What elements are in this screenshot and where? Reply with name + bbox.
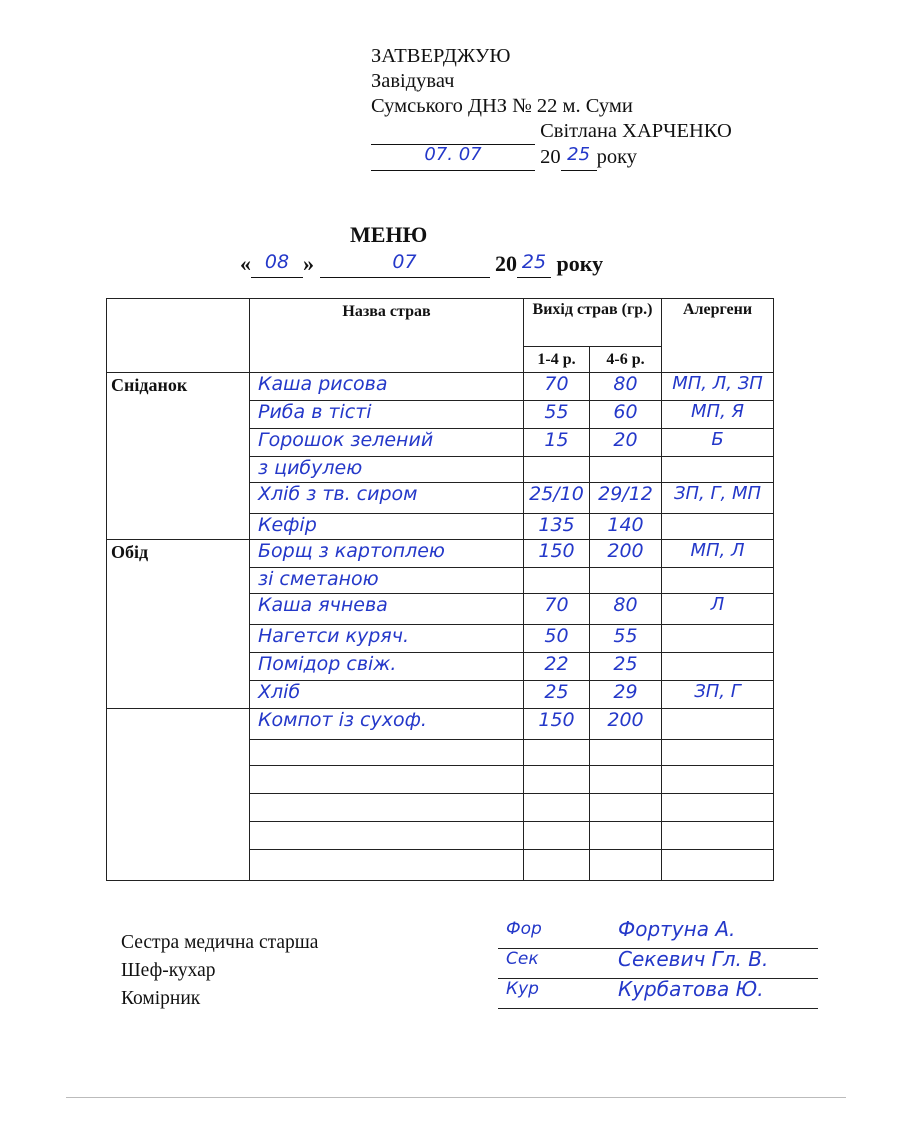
- dish-name: [250, 540, 524, 568]
- portion-4-6: [590, 401, 662, 429]
- portion-1-4: [524, 457, 590, 483]
- portion-1-4: [524, 794, 590, 822]
- dish-name: [250, 625, 524, 653]
- dish-name: [250, 709, 524, 740]
- meal-name: Обід: [107, 540, 250, 709]
- allergens-cell: [662, 483, 774, 514]
- portion-1-4: [524, 709, 590, 740]
- dish-name: [250, 401, 524, 429]
- allergens-cell: [662, 850, 774, 881]
- allergens-cell: [662, 794, 774, 822]
- portion-1-4-value: 55: [544, 401, 569, 423]
- portion-1-4: [524, 681, 590, 709]
- table-row: [107, 373, 774, 401]
- page-edge-line: [66, 1097, 846, 1098]
- portion-1-4: [524, 514, 590, 540]
- portion-1-4: [524, 429, 590, 457]
- allergens-cell: [662, 373, 774, 401]
- approval-position: Завідувач: [371, 70, 455, 92]
- allergens-cell-value: МП, Я: [691, 401, 745, 422]
- portion-1-4-value: 70: [544, 594, 569, 616]
- header-output: Вихід страв (гр.): [524, 299, 662, 347]
- approval-signature-line: [371, 119, 732, 145]
- allergens-cell: [662, 625, 774, 653]
- portion-4-6: [590, 681, 662, 709]
- allergens-cell-value: Б: [711, 429, 724, 450]
- approval-date: 07. 07: [424, 144, 482, 165]
- portion-4-6-value: 29/12: [598, 483, 653, 505]
- allergens-cell-value: МП, Л: [690, 540, 745, 561]
- signature-mark: Сек: [506, 949, 539, 969]
- dish-name-value: Нагетси куряч.: [258, 625, 409, 647]
- dish-name-value: Хліб з тв. сиром: [258, 483, 418, 505]
- portion-4-6: [590, 794, 662, 822]
- header-allergens: Алергени: [662, 299, 774, 373]
- portion-4-6: [590, 594, 662, 625]
- approval-block: [371, 44, 732, 171]
- menu-title: МЕНЮ: [350, 222, 428, 247]
- meal-name: Сніданок: [107, 373, 250, 540]
- director-name: Світлана ХАРЧЕНКО: [540, 120, 732, 142]
- portion-4-6-value: 60: [613, 401, 638, 423]
- portion-4-6-value: 200: [607, 709, 644, 731]
- portion-1-4: [524, 740, 590, 766]
- portion-4-6-value: 200: [607, 540, 644, 562]
- portion-4-6: [590, 653, 662, 681]
- portion-4-6: [590, 373, 662, 401]
- portion-4-6-value: 55: [613, 625, 638, 647]
- signature-line: [498, 947, 818, 979]
- portion-1-4: [524, 373, 590, 401]
- portion-4-6: [590, 483, 662, 514]
- portion-1-4: [524, 625, 590, 653]
- dish-name: [250, 794, 524, 822]
- portion-1-4: [524, 822, 590, 850]
- portion-1-4: [524, 594, 590, 625]
- portion-4-6: [590, 429, 662, 457]
- portion-1-4-value: 50: [544, 625, 569, 647]
- portion-1-4: [524, 401, 590, 429]
- dish-name: [250, 681, 524, 709]
- menu-date: « 08 » 07 20 25 року: [240, 251, 604, 276]
- portion-4-6-value: 80: [613, 373, 638, 395]
- allergens-cell: [662, 429, 774, 457]
- approval-date-line: [371, 145, 732, 171]
- dish-name: [250, 653, 524, 681]
- approval-heading: ЗАТВЕРДЖУЮ: [371, 45, 511, 67]
- dish-name-value: Компот із сухоф.: [258, 709, 427, 731]
- dish-name-value: Каша ячнева: [258, 594, 388, 616]
- approval-year-suffix: року: [596, 146, 638, 168]
- menu-year-suffix: року: [556, 251, 604, 276]
- portion-4-6-value: 140: [607, 514, 644, 536]
- dish-name-value: Хліб: [258, 681, 301, 703]
- portion-4-6: [590, 540, 662, 568]
- dish-name-value: Риба в тісті: [258, 401, 372, 423]
- portion-4-6-value: 20: [613, 429, 638, 451]
- role-storekeeper: Комірник: [121, 988, 201, 1009]
- dish-name: [250, 483, 524, 514]
- menu-year-prefix: 20: [495, 251, 517, 276]
- role-chef: Шеф-кухар: [121, 960, 216, 981]
- role-nurse: Сестра медична старша: [121, 932, 319, 953]
- dish-name-value: Каша рисова: [258, 373, 388, 395]
- portion-4-6-value: 80: [613, 594, 638, 616]
- allergens-cell-value: МП, Л, ЗП: [672, 373, 763, 394]
- allergens-cell-value: ЗП, Г, МП: [673, 483, 762, 504]
- allergens-cell: [662, 540, 774, 568]
- portion-1-4: [524, 483, 590, 514]
- dish-name: [250, 594, 524, 625]
- signature-name: Секевич Гл. В.: [618, 947, 769, 971]
- dish-name: [250, 740, 524, 766]
- portion-1-4: [524, 766, 590, 794]
- portion-1-4-value: 150: [538, 540, 575, 562]
- portion-1-4-value: 22: [544, 653, 569, 675]
- portion-1-4: [524, 540, 590, 568]
- portion-1-4-value: 15: [544, 429, 569, 451]
- dish-name-value: з цибулею: [258, 457, 363, 479]
- portion-4-6: [590, 822, 662, 850]
- table-row: [107, 540, 774, 568]
- allergens-cell: [662, 709, 774, 740]
- signature-roles: [121, 929, 318, 1013]
- dish-name-value: зі сметаною: [258, 568, 379, 590]
- dish-name: [250, 429, 524, 457]
- portion-4-6: [590, 850, 662, 881]
- allergens-cell-value: ЗП, Г: [694, 681, 741, 702]
- allergens-cell: [662, 653, 774, 681]
- signature-name: Курбатова Ю.: [618, 977, 764, 1001]
- portion-1-4: [524, 568, 590, 594]
- portion-1-4-value: 135: [538, 514, 575, 536]
- signature-mark: Кур: [506, 979, 539, 999]
- header-age-1-4: 1-4 р.: [524, 347, 590, 373]
- allergens-cell: [662, 822, 774, 850]
- portion-1-4-value: 25/10: [529, 483, 584, 505]
- dish-name-value: Кефір: [258, 514, 317, 536]
- signature-mark: Фор: [506, 919, 542, 939]
- portion-4-6: [590, 709, 662, 740]
- header-age-4-6: 4-6 р.: [590, 347, 662, 373]
- dish-name-value: Горошок зелений: [258, 429, 434, 451]
- signature-line: [498, 977, 818, 1009]
- dish-name: [250, 457, 524, 483]
- allergens-cell: [662, 766, 774, 794]
- dish-name-value: Помідор свіж.: [258, 653, 397, 675]
- signature-line: [498, 917, 818, 949]
- header-meal: [107, 299, 250, 373]
- portion-4-6-value: 25: [613, 653, 638, 675]
- signature-lines: [498, 917, 818, 1007]
- portion-4-6: [590, 457, 662, 483]
- dish-name: [250, 568, 524, 594]
- menu-day: 08: [264, 251, 290, 273]
- allergens-cell: [662, 568, 774, 594]
- approval-year-prefix: 20: [540, 146, 561, 168]
- meal-name: [107, 709, 250, 881]
- dish-name: [250, 766, 524, 794]
- menu-table: [106, 298, 774, 881]
- portion-4-6: [590, 625, 662, 653]
- portion-4-6-value: 29: [613, 681, 638, 703]
- portion-1-4-value: 70: [544, 373, 569, 395]
- portion-4-6: [590, 766, 662, 794]
- portion-1-4: [524, 653, 590, 681]
- portion-4-6: [590, 740, 662, 766]
- menu-year: 25: [521, 251, 547, 273]
- allergens-cell: [662, 457, 774, 483]
- portion-1-4: [524, 850, 590, 881]
- portion-1-4-value: 25: [544, 681, 569, 703]
- allergens-cell: [662, 401, 774, 429]
- table-row: [107, 709, 774, 740]
- dish-name-value: Борщ з картоплею: [258, 540, 445, 562]
- allergens-cell-value: Л: [710, 594, 725, 615]
- signature-name: Фортуна А.: [618, 917, 736, 941]
- approval-year: 25: [567, 144, 591, 165]
- dish-name: [250, 850, 524, 881]
- allergens-cell: [662, 594, 774, 625]
- approval-institution: Сумського ДНЗ № 22 м. Суми: [371, 95, 633, 117]
- menu-month: 07: [392, 251, 417, 273]
- header-dish: Назва страв: [250, 299, 524, 373]
- portion-1-4-value: 150: [538, 709, 575, 731]
- allergens-cell: [662, 681, 774, 709]
- portion-4-6: [590, 514, 662, 540]
- allergens-cell: [662, 514, 774, 540]
- dish-name: [250, 373, 524, 401]
- allergens-cell: [662, 740, 774, 766]
- portion-4-6: [590, 568, 662, 594]
- dish-name: [250, 514, 524, 540]
- dish-name: [250, 822, 524, 850]
